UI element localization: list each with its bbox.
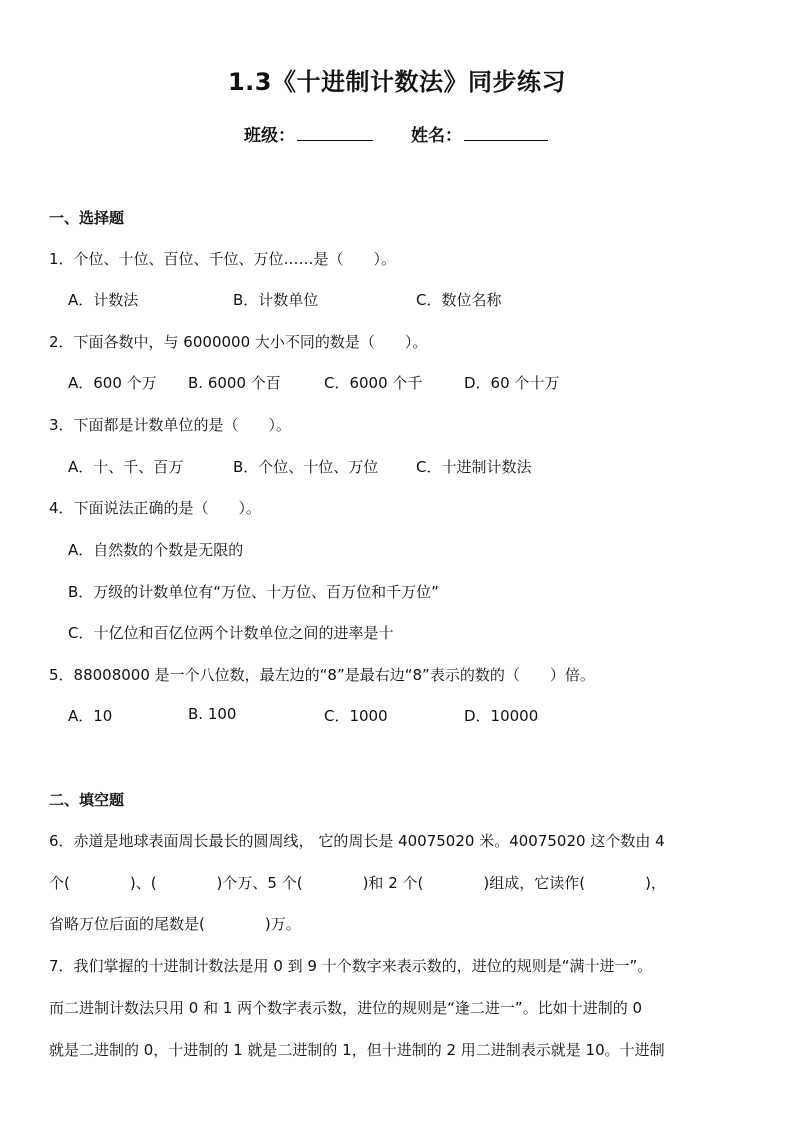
option-b: B．计数单位 xyxy=(233,291,319,309)
option-a: A．十、千、百万 xyxy=(68,458,184,476)
question-5: 5．88008000 是一个八位数，最左边的“8”是最右边“8”表示的数的（ ）倍。 xyxy=(49,666,595,684)
class-label: 班级： xyxy=(244,126,295,146)
option-a: A．10 xyxy=(68,707,113,725)
student-info-line xyxy=(0,121,794,146)
option-c: C．1000 xyxy=(324,707,388,725)
question-1: 1．个位、十位、百位、千位、万位……是（ ）。 xyxy=(49,250,397,268)
option-c: C．6000 个千 xyxy=(324,374,423,392)
question-7-line-1: 7．我们掌握的十进制计数法是用 0 到 9 十个数字来表示数的，进位的规则是“满十进一”。 xyxy=(49,957,653,975)
question-4-option-b: B．万级的计数单位有“万位、十万位、百万位和千万位” xyxy=(68,583,439,601)
question-3: 3．下面都是计数单位的是（ ）。 xyxy=(49,416,292,434)
option-d: D．10000 xyxy=(464,707,539,725)
section-heading-choice: 一、选择题 xyxy=(49,209,125,227)
name-blank[interactable] xyxy=(464,139,548,141)
question-4-option-a: A．自然数的个数是无限的 xyxy=(68,541,244,559)
option-c: C．数位名称 xyxy=(416,291,502,309)
name-label: 姓名： xyxy=(411,126,462,146)
option-c: C．十进制计数法 xyxy=(416,458,532,476)
section-heading-fill: 二、填空题 xyxy=(49,791,125,809)
option-d: D．60 个十万 xyxy=(464,374,560,392)
question-2: 2．下面各数中，与 6000000 大小不同的数是（ ）。 xyxy=(49,333,428,351)
page-title: 1.3《十进制计数法》同步练习 xyxy=(227,68,566,96)
option-b: B. 100 xyxy=(188,705,237,723)
question-7-line-3: 就是二进制的 0，十进制的 1 就是二进制的 1，但十进制的 2 用二进制表示就是 10。十进制 xyxy=(49,1041,665,1059)
question-6-line-1: 6．赤道是地球表面周长最长的圆周线， 它的周长是 40075020 米。40075020 这个数由 4 xyxy=(49,832,665,850)
question-4-option-c: C．十亿位和百亿位两个计数单位之间的进率是十 xyxy=(68,624,394,642)
question-6-line-3: 省略万位后面的尾数是( )万。 xyxy=(49,915,301,933)
question-6-line-2: 个( )、( )个万、5 个( )和 2 个( )组成，它读作( )， xyxy=(49,874,666,892)
option-a: A．600 个万 xyxy=(68,374,157,392)
question-7-line-2: 而二进制计数法只用 0 和 1 两个数字表示数，进位的规则是“逢二进一”。比如十进制的 0 xyxy=(49,999,643,1017)
question-4: 4．下面说法正确的是（ ）。 xyxy=(49,499,262,517)
class-blank[interactable] xyxy=(297,139,373,141)
option-a: A．计数法 xyxy=(68,291,139,309)
option-b: B. 6000 个百 xyxy=(188,374,281,392)
option-b: B．个位、十位、万位 xyxy=(233,458,379,476)
